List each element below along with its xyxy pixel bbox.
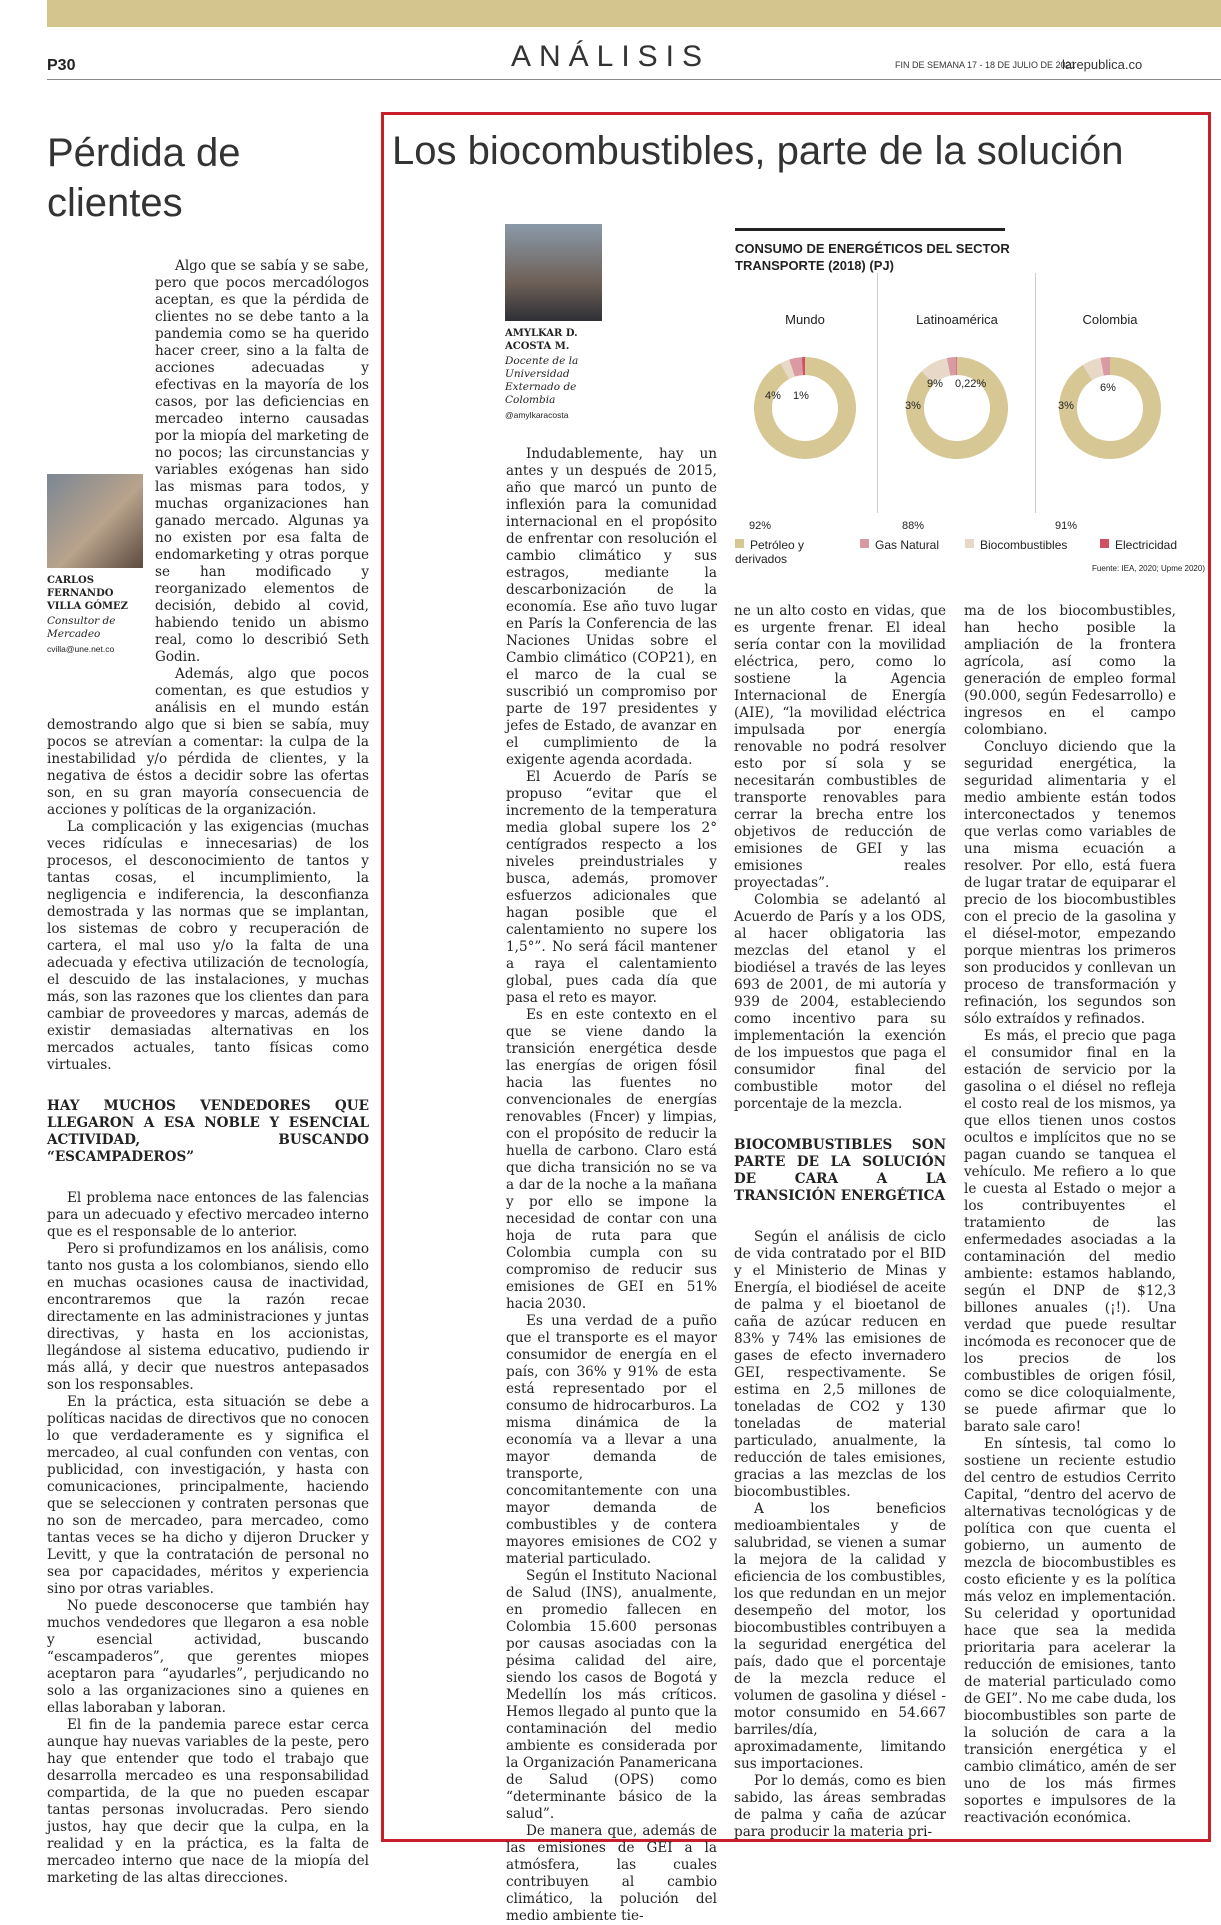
donut-slice <box>928 367 949 378</box>
left-article-title: Pérdida de clientes <box>47 128 367 228</box>
legend-swatch <box>965 539 974 548</box>
legend-label: Electricidad <box>1115 538 1177 552</box>
author-handle[interactable]: @amylkaracosta <box>505 410 615 421</box>
legend-swatch <box>860 539 869 548</box>
legend-swatch <box>1100 539 1109 548</box>
paragraph: De manera que, además de las emisiones de GEI a la atmósfera, las cuales contribuyen al cambio climático, la polución del medio ambiente tie- <box>506 1823 717 1925</box>
paragraph: Según el análisis de ciclo de vida contratado por el BID y el Ministerio de Minas y Energía, el biodiésel de aceite de palma y el bioetanol de caña de azúcar reducen en 83% y 74% las emisiones de gases de efecto invernadero GEI, respectivamente. Se estima en 2,5 millones de toneladas de CO2 y 130 toneladas de material particulado, anualmente, la reducción de tales emisiones, gracias a las mezclas de los biocombustibles. <box>734 1229 946 1501</box>
donut-percent-label: 4% <box>765 390 781 402</box>
paragraph: Es una verdad de a puño que el transporte es el mayor consumidor de energía en el país, con 36% y 91% de esta está representado por el consumo de hidrocarburos. La misma dinámica de la economía va a llevar a una mayor demanda de transporte, concomitantemente con una mayor demanda de combustibles y de contera mayores emisiones de CO2 y material particulado. <box>506 1313 717 1568</box>
donut-label: Latinoamérica <box>882 312 1032 327</box>
donut-percent-label: 3% <box>1058 400 1074 412</box>
author-name: AMYLKAR D. ACOSTA M. <box>505 327 615 353</box>
donut-slice <box>785 368 792 371</box>
donut-slice <box>1102 366 1110 367</box>
donut-percent-label: 0,22% <box>955 378 986 390</box>
author-float-spacer <box>47 472 155 702</box>
paragraph: Es más, el precio que paga el consumidor final en la estación de servicio por la gasolina o el diésel no refleja el costo real de los mismos, ya que ellos tienen unos costos ocultos e implícitos que no se pagan cuando se tanquea el vehículo. Me refiero a lo que le cuesta al Estado o mejor a los contribuyentes el tratamiento de las enfermedades asociadas a la contaminación del medio ambiente: estamos hablando, según el DNP de $12,3 billones anuales (¡!). Una verdad que puede resultar incómoda es reconocer que de los precios de los combustibles de origen fósil, como se dice coloquialmente, se puede afirmar que lo barato sale caro! <box>964 1028 1176 1436</box>
section-title: ANÁLISIS <box>0 40 1221 74</box>
paragraph: En la práctica, esta situación se debe a políticas nacidas de directivos que no conocen lo que verdaderamente es y significa el mercadeo, al cual confunden con ventas, con publicidad, con investigación, y hasta con comunicaciones, principalmente, haciendo que se seleccionen y contraten personas que no son de mercadeo, para mercadeo, como tantas veces se ha dicho y dijeron Drucker y Levitt, y que la contratación de personal no sea por capacidades, méritos y experiencia sino por otras variables. <box>47 1394 369 1598</box>
chart-title: CONSUMO DE ENERGÉTICOS DEL SECTOR TRANSPORTE (2018) (PJ) <box>735 240 1015 274</box>
paragraph: Algo que se sabía y se sabe, pero que pocos mercadólogos aceptan, es que la pérdida de clientes no se debe tanto a la pandemia como se ha querido hacer creer, sino a la falta de acciones adecuadas y efectivas en la mayoría de los casos, por las deficiencias en mercadeo interno causadas por la miopía del marketing de no pocos; las circunstancias y variables exógenas han sido las mismas para todos, y muchas organizaciones han ganado mercado. Algunas ya no existen por esa falta de endomarketing y otras porque se han modificado y reorganizado elementos de decisión, debido al covid, habiendo tenido un abismo real, como lo describió Seth Godin. <box>47 258 369 666</box>
donut-percent-label: 88% <box>902 520 924 532</box>
legend-label: Gas Natural <box>875 538 939 552</box>
paragraph: La complicación y las exigencias (muchas veces ridículas e innecesarias) de los procesos, el desconocimiento de tantos y tantas cosas, el incumplimiento, la negligencia e indiferencia, la desconfianza demostrada y las normas que se implantan, los sistemas de cobro y recuperación de cartera, el mal uso y/o la falta de una adecuada y efectiva utilización de tecnología, el descuido de las instalaciones, y muchas más, son las razones que los clientes dan para cambiar de proveedores y marcas, además de existir demasiadas alternativas en los mercados actuales, tanto físicas como virtuales. <box>47 819 369 1074</box>
author-email[interactable]: cvilla@une.net.co <box>47 644 151 655</box>
chart-top-rule <box>735 228 1005 231</box>
donut-slice <box>949 366 957 367</box>
donut-0 <box>745 348 865 468</box>
donut-label: Colombia <box>1035 312 1185 327</box>
paragraph: A los beneficios medioambientales y de salubridad, se vienen a sumar la mejora de la calidad y eficiencia de los combustibles, los que redundan en un mejor desempeño del motor, los biocombustibles contribuyen a la seguridad energética del país, dado que el porcentaje de la mezcla reduce el volumen de gasolina y diésel - motor consumido en 54.667 barriles/día, aproximadamente, limitando sus importaciones. <box>734 1501 946 1773</box>
paragraph: El problema nace entonces de las falencias para un adecuado y efectivo mercadeo interno que es el responsable de lo anterior. <box>47 1190 369 1241</box>
header-rule <box>47 79 1221 80</box>
paragraph: El Acuerdo de París se propuso “evitar que el incremento de la temperatura media global supere los 2° centígrados respecto a los niveles preindustriales y busca, además, promover esfuerzos adicionales que hagan posible que el calentamiento no supere los 1,5°”. No será fácil mantener a raya el calentamiento global, pues cada día que pasa el reto es mayor. <box>506 769 717 1007</box>
paragraph: Indudablemente, hay un antes y un después de 2015, año que marcó un punto de inflexión para la comunidad internacional en el propósito de enfrentar con resolución el cambio climático y sus estragos, mediante la descarbonización de la economía. Ese año tuvo lugar en París la Conferencia de las Naciones Unidas sobre el Cambio climático (COP21), en el marco de la cual se suscribió un compromiso por parte de 197 presidentes y jefes de Estado, de avanzar en el cumplimiento de la exigente agenda acordada. <box>506 224 717 769</box>
legend-item <box>1100 538 1221 552</box>
issue-date: FIN DE SEMANA 17 - 18 DE JULIO DE 2021 <box>895 60 1076 70</box>
legend-item <box>965 538 1095 552</box>
paragraph: El fin de la pandemia parece estar cerca aunque hay nuevas variables de la peste, pero hay que entender que todo el trabajo que desarrolla mercadeo es una responsabilidad compartida, de la que no pueden escapar tantas personas involucradas. Pero siendo justos, hay que decir que la culpa, en la realidad y en la práctica, es la falta de mercadeo interno que nace de la miopía del marketing de las altas direcciones. <box>47 1717 369 1887</box>
paragraph: En síntesis, tal como lo sostiene un reciente estudio del centro de estudios Cerrito Capital, “dentro del acervo de alternativas tecnológicas y de política con que cuenta el gobierno, un aumento de mezcla de biocombustibles es costo eficiente y es la política más veloz en implementación. Su celeridad y oportunidad hace que sea la medida prioritaria para acelerar la reducción de emisiones, tanto de material particulado como de GEI”. No me cabe duda, los biocombustibles son parte de la solución de cara a la transición energética y el cambio climático, amén de ser uno de los más firmes soportes e impulsores de la reactivación económica. <box>964 1436 1176 1827</box>
chart-divider <box>1035 273 1036 513</box>
main-column-3 <box>964 603 1176 1827</box>
donut-slice <box>792 366 802 368</box>
donut-label: Mundo <box>730 312 880 327</box>
donut-percent-label: 1% <box>793 390 809 402</box>
site-link[interactable]: larepublica.co <box>1062 57 1142 72</box>
subheading: HAY MUCHOS VENDEDORES QUE LLEGARON A ESA NOBLE Y ESENCIAL ACTIVIDAD, BUSCANDO “ESCAMPADEROS” <box>47 1098 369 1166</box>
main-column-2 <box>734 603 946 1841</box>
author-float-spacer <box>506 224 622 446</box>
legend-label: Petróleo y derivados <box>735 538 804 566</box>
main-article-title: Los biocombustibles, parte de la solución <box>392 126 1207 176</box>
donut-percent-label: 6% <box>1100 382 1116 394</box>
paragraph: Colombia se adelantó al Acuerdo de París y a los ODS, al hacer obligatoria las mezclas del etanol y el biodiésel a través de las leyes 693 de 2001, de mi autoría y 939 de 2004, estableciendo como incentivo para su implementación la exención de los impuestos que paga el consumidor final del combustible motor del porcentaje de la mezcla. <box>734 892 946 1113</box>
paragraph: ma de los biocombustibles, han hecho posible la ampliación de la frontera agrícola, así como la generación de empleo formal (90.000, según Fedesarrollo) e ingresos en el campo colombiano. <box>964 603 1176 739</box>
page-number: P30 <box>47 57 75 75</box>
paragraph: Por lo demás, como es bien sabido, las áreas sembradas de palma y caña de azúcar para producir la materia pri- <box>734 1773 946 1841</box>
chart-source: Fuente: IEA, 2020; Upme 2020) <box>1092 564 1205 573</box>
donut-percent-label: 9% <box>927 378 943 390</box>
author-role: Consultor de Mercadeo <box>47 615 151 641</box>
donut-slice <box>763 366 847 450</box>
legend-label: Biocombustibles <box>980 538 1067 552</box>
donut-slice <box>1087 367 1102 373</box>
legend-item <box>735 538 845 566</box>
header-bar <box>47 0 1221 27</box>
paragraph: Es en este contexto en el que se viene dando la transición energética desde las energías de origen fósil hacia las fuentes no convencionales de energías renovables (Fncer) y limpias, con el propósito de reducir la huella de carbono. Claro está que dicha transición no se va a dar de la noche a la mañana y por ello se impone la necesidad de contar con una hoja de ruta para que Colombia cumpla con su compromiso de reducir sus emisiones de GEI en 51% hacia 2030. <box>506 1007 717 1313</box>
paragraph: Pero si profundizamos en los análisis, como tanto nos gusta a los colombianos, siendo ello en muchas ocasiones causa de inactividad, encontraremos que la razón recae directamente en las administraciones y juntas directivas, y hasta en los accionistas, llegándose al sistema educativo, pudiendo ir más allá, y decir que nuestros antepasados son los responsables. <box>47 1241 369 1394</box>
paragraph: Según el Instituto Nacional de Salud (INS), anualmente, en promedio fallecen en Colombia 15.600 personas por causas asociadas con la pésima calidad del aire, siendo los casos de Bogotá y Medellín los más críticos. Hemos llegado al punto que la contaminación del medio ambiente es considerada por la Organización Panamericana de Salud (OPS) como “determinante básico de la salud”. <box>506 1568 717 1823</box>
subheading: BIOCOMBUSTIBLES SON PARTE DE LA SOLUCIÓN DE CARA A LA TRANSICIÓN ENERGÉTICA <box>734 1137 946 1205</box>
donut-percent-label: 91% <box>1055 520 1077 532</box>
paragraph: ne un alto costo en vidas, que es urgente frenar. El ideal sería contar con la movilidad eléctrica, pero, como lo sostiene la Agencia Internacional de Energía (AIE), “la movilidad eléctrica impulsada por energía renovable no podrá resolver esto por sí sola y se necesitarán combustibles de transporte renovables para cerrar la brecha entre los objetivos de reducción de emisiones de GEI y las emisiones reales proyectadas”. <box>734 603 946 892</box>
paragraph: Además, algo que pocos comentan, es que estudios y análisis en el mundo están demostrando algo que si bien se sabía, muy pocos se atrevían a comentar: la culpa de la inestabilidad y/o pérdida de clientes, y la negativa de éstos a decidir sobre las ofertas son, en su gran mayoría consecuencia de acciones y políticas de la organización. <box>47 666 369 819</box>
author-name: CARLOS FERNANDO VILLA GÓMEZ <box>47 574 151 613</box>
donut-percent-label: 3% <box>905 400 921 412</box>
author-role: Docente de la Universidad Externado de Colombia <box>505 355 615 407</box>
paragraph: No puede desconocerse que también hay muchos vendedores que llegaron a esa noble y esencial actividad, buscando “escampaderos”, que gerentes miopes aceptaron para “ayudarles”, perjudicando no solo a las organizaciones sino a quienes en ellas laboraban y laboran. <box>47 1598 369 1717</box>
left-article-flow <box>47 258 369 1887</box>
donut-slice <box>1068 366 1152 450</box>
donut-percent-label: 92% <box>749 520 771 532</box>
energy-chart <box>735 228 1205 588</box>
main-column-1 <box>506 224 717 1925</box>
paragraph: Concluyo diciendo que la seguridad energética, la seguridad alimentaria y el medio ambiente están todos interconectados y tenemos que verlas como variables de una misma ecuación a resolver. Por ello, está fuera de lugar tratar de equiparar el precio de los biocombustibles con el precio de la gasolina y el diésel-motor, empezando porque mientras los primeros son producidos y conllevan un proceso de transformación y refinación, los segundos son sólo extraídos y refinados. <box>964 739 1176 1028</box>
legend-swatch <box>735 539 744 548</box>
chart-divider <box>877 273 878 513</box>
